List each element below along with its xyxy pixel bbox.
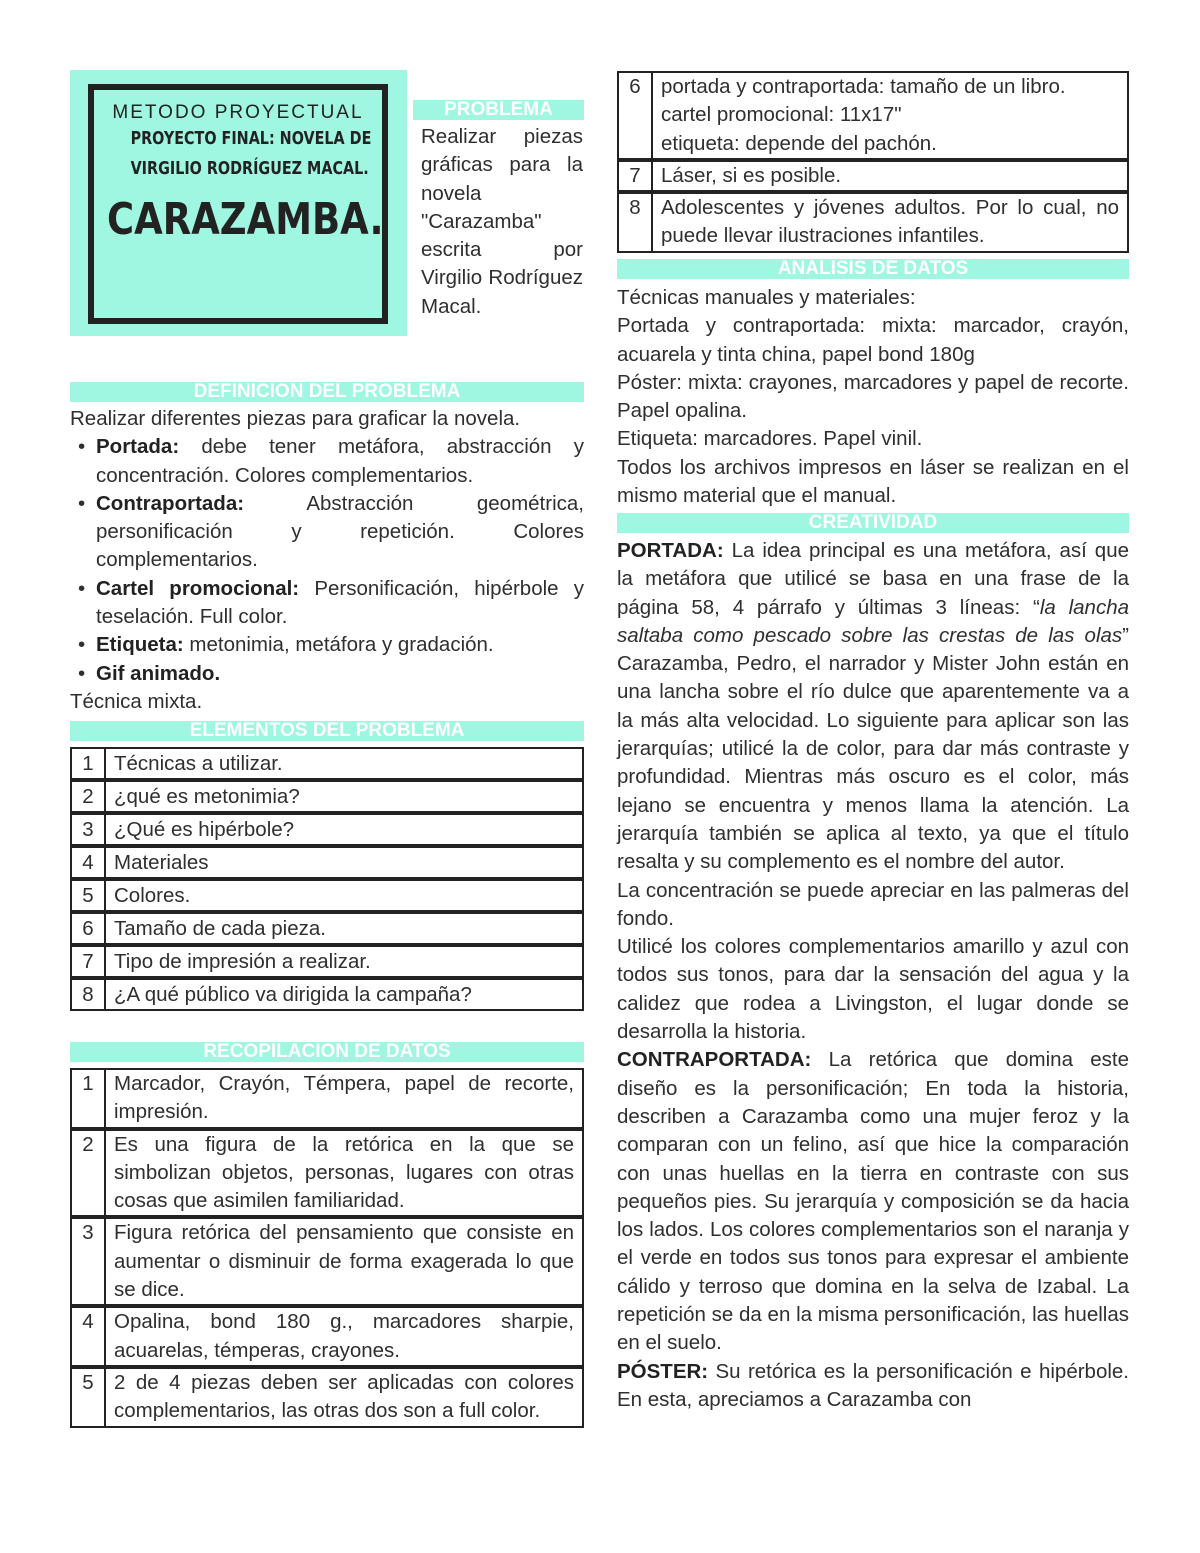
contraportada-paragraph (617, 1046, 1129, 1357)
row-number: 7 (71, 945, 105, 978)
row-number: 2 (71, 1129, 105, 1218)
row-text: Colores. (105, 879, 583, 912)
row-text: ¿Qué es hipérbole? (105, 813, 583, 846)
item-label: Etiqueta: (96, 633, 184, 657)
row-text (652, 192, 1128, 252)
elementos-heading: ELEMENTOS DEL PROBLEMA (70, 721, 584, 741)
analisis-paragraph: Etiqueta: marcadores. Papel vinil. (617, 427, 923, 451)
item-label: Cartel promocional: (96, 576, 300, 600)
row-line: cartel promocional: 11x17" (661, 103, 902, 127)
portada-quote: la lancha saltaba como pescado sobre las crestas de las olas (617, 595, 1129, 647)
table-row (71, 879, 583, 912)
row-number: 8 (618, 192, 652, 252)
subtitle-line-2: VIRGILIO RODRÍGUEZ MACAL. (130, 159, 369, 179)
portada-paragraph (617, 537, 1129, 877)
subtitle-line-1: PROYECTO FINAL: NOVELA DE (130, 129, 372, 149)
row-number: 4 (71, 1306, 105, 1367)
problema-text: Realizar piezas gráficas para la novela "Carazamba" escrita por Virgilio Rodríguez Macal. (421, 125, 583, 318)
definicion-item: • Etiqueta: metonimia, metáfora y gradación. (78, 633, 494, 657)
table-row (71, 1069, 583, 1129)
analisis-paragraph: Póster: mixta: crayones, marcadores y papel de recorte. Papel opalina. (617, 370, 1129, 423)
definicion-item: • Gif animado. (78, 661, 221, 685)
item-label: Gif animado. (96, 661, 221, 685)
portada-label: PORTADA: (617, 539, 724, 562)
table-row (71, 1217, 583, 1306)
definicion-item: • Contraportada: Abstracción geométrica, personificación y repetición. Colores complementarios. (78, 491, 584, 572)
recopilacion-table (70, 1068, 584, 1428)
row-text: Figura retórica del pensamiento que consiste en aumentar o disminuir de forma exagerada lo que se dice. (105, 1217, 583, 1306)
table-row (71, 1367, 583, 1427)
row-text (652, 72, 1128, 160)
definicion-intro: Realizar diferentes piezas para graficar la novela. (70, 407, 521, 430)
table-row (71, 1306, 583, 1367)
row-number: 3 (71, 1217, 105, 1306)
portada-text-2: ” Carazamba, Pedro, el narrador y Mister John están en una lancha sobre el río dulce que aparentemente va a la más alta velocidad. Lo siguiente para aplicar son las jerarquías; utilicé la de color, para dar más contraste y profundidad. Mientras más oscuro es el color, más lejano se encuentra y menos llama la atención. La jerarquía también se aplica al texto, ya que el título resalta y su complemento es el nombre del autor. (617, 623, 1129, 874)
row-text: ¿qué es metonimia? (105, 780, 583, 813)
row-line: portada y contraportada: tamaño de un libro. (661, 75, 1066, 98)
main-title: CARAZAMBA. (107, 194, 384, 245)
row-number: 5 (71, 1367, 105, 1427)
kicker: METODO PROYECTUAL (112, 102, 364, 123)
row-text: Tipo de impresión a realizar. (105, 945, 583, 978)
definicion-item: • Cartel promocional: Personificación, hipérbole y teselación. Full color. (78, 576, 585, 629)
row-text: Marcador, Crayón, Témpera, papel de recorte, impresión. (105, 1069, 583, 1129)
row-line: etiqueta: depende del pachón. (661, 131, 937, 155)
analisis-heading: ANÁLISIS DE DATOS (617, 259, 1129, 279)
item-text: Personificación, hipérbole y teselación. Full color. (96, 576, 585, 629)
row-text: Técnicas a utilizar. (105, 748, 583, 780)
row-number: 3 (71, 813, 105, 846)
table-row (71, 748, 583, 780)
creatividad-body (617, 537, 1129, 1414)
table-row (618, 192, 1128, 252)
row-line: Adolescentes y jóvenes adultos. Por lo cual, no puede llevar ilustraciones infantiles. (661, 196, 1119, 248)
row-text: Es una figura de la retórica en la que se simbolizan objetos, personas, lugares con otras cosas que asimilen familiaridad. (105, 1129, 583, 1218)
row-text (652, 160, 1128, 192)
item-text: Abstracción geométrica, personificación y repetición. Colores complementarios. (96, 491, 584, 572)
contraportada-label: CONTRAPORTADA: (617, 1048, 812, 1072)
row-number: 6 (618, 72, 652, 160)
title-frame (88, 84, 388, 324)
recopilacion-heading: RECOPILACION DE DATOS (70, 1042, 584, 1062)
contraportada-text: La retórica que domina este diseño es la personificación; En toda la historia, describen a Carazamba como una mujer feroz y la comparan con un felino, así que hice la comparación con unas huellas en la tierra en contraste con sus pequeños pies. Su jerarquía y composición se da hacia los lados. Los colores complementarios son el naranja y el verde en todos sus tonos para expresar el ambiente cálido y terroso que domina en la selva de Izabal. La repetición se da en la misma personificación, las huellas en el suelo. (617, 1048, 1129, 1355)
analisis-body (617, 284, 1129, 510)
table-row (71, 945, 583, 978)
colores-paragraph: Utilicé los colores complementarios amarillo y azul con todos sus tonos, para dar la sensación del agua y la calidez que rodea a Livingston, el lugar donde se desarrolla la historia. (617, 935, 1129, 1044)
table-row (618, 160, 1128, 192)
item-text: debe tener metáfora, abstracción y concentración. Colores complementarios. (96, 435, 584, 487)
table-row (71, 780, 583, 813)
concentracion-paragraph: La concentración se puede apreciar en las palmeras del fondo. (617, 878, 1129, 930)
row-number: 1 (71, 748, 105, 780)
definicion-outro: Técnica mixta. (70, 689, 203, 713)
portada-text: La idea principal es una metáfora, así que la metáfora que utilicé se basa en una frase de la página 58, 4 párrafo y últimas 3 líneas: “ (617, 539, 1129, 619)
recopilacion-table-continued (617, 71, 1129, 253)
row-number: 7 (618, 160, 652, 192)
analisis-paragraph: Todos los archivos impresos en láser se realizan en el mismo material que el manual. (617, 455, 1129, 508)
table-row (71, 813, 583, 846)
row-number: 6 (71, 912, 105, 945)
table-row (71, 912, 583, 945)
row-text: Tamaño de cada pieza. (105, 912, 583, 945)
definicion-item: • Portada: debe tener metáfora, abstracción y concentración. Colores complementarios. (78, 435, 584, 487)
row-number: 1 (71, 1069, 105, 1129)
title-box (70, 70, 407, 336)
analisis-paragraph: Portada y contraportada: mixta: marcador, crayón, acuarela y tinta china, papel bond 180g (617, 314, 1129, 366)
row-text: Materiales (105, 846, 583, 879)
elementos-table (70, 747, 584, 1011)
row-number: 8 (71, 978, 105, 1010)
row-text: 2 de 4 piezas deben ser aplicadas con colores complementarios, las otras dos son a full color. (105, 1367, 583, 1427)
table-row (71, 846, 583, 879)
table-row (71, 1129, 583, 1218)
definicion-heading: DEFINICION DEL PROBLEMA (70, 382, 584, 402)
table-row (618, 72, 1128, 160)
item-label: Contraportada: (96, 491, 245, 515)
item-text: metonimia, metáfora y gradación. (183, 633, 494, 657)
analisis-paragraph: Técnicas manuales y materiales: (617, 286, 916, 309)
row-number: 2 (71, 780, 105, 813)
table-row (71, 978, 583, 1010)
poster-paragraph (617, 1358, 1129, 1415)
creatividad-heading: CREATIVIDAD (617, 513, 1129, 533)
row-number: 4 (71, 846, 105, 879)
problema-heading: PROBLEMA (413, 100, 584, 120)
definicion-body (70, 405, 584, 716)
row-text: ¿A qué público va dirigida la campaña? (105, 978, 583, 1010)
poster-text: Su retórica es la personificación e hipérbole. En esta, apreciamos a Carazamba con (617, 1359, 1129, 1411)
poster-label: PÓSTER: (617, 1359, 709, 1383)
row-number: 5 (71, 879, 105, 912)
item-label: Portada: (96, 435, 180, 459)
row-text: Opalina, bond 180 g., marcadores sharpie, acuarelas, témperas, crayones. (105, 1306, 583, 1367)
row-line: Láser, si es posible. (661, 163, 842, 187)
